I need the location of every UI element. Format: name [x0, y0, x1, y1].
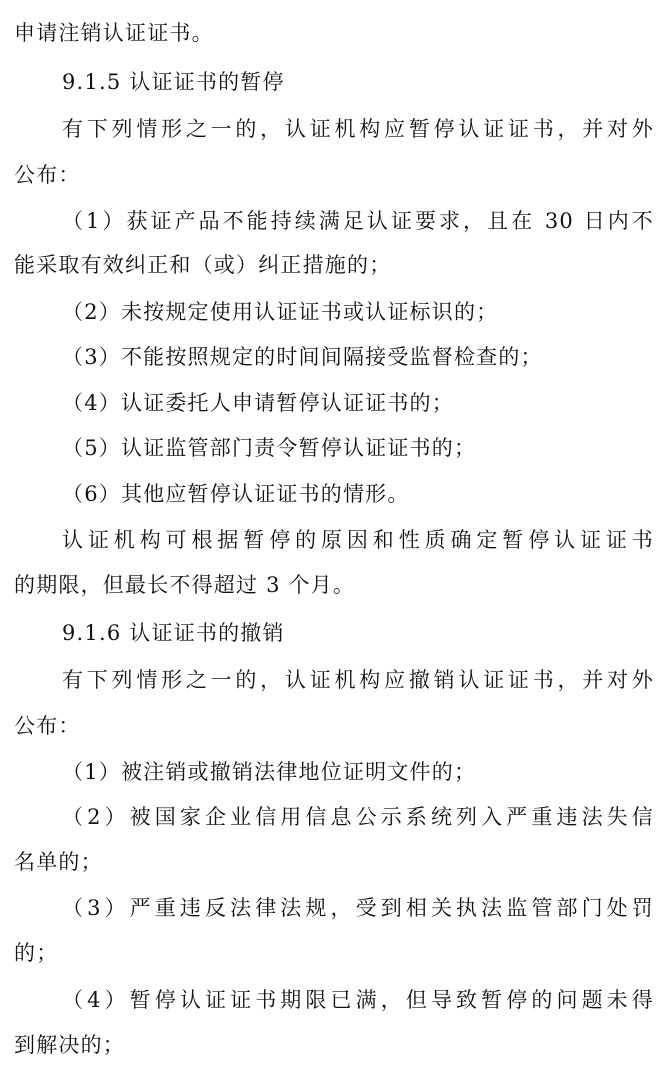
list-item: （4）认证委托人申请暂停认证证书的； [62, 391, 454, 415]
list-item: （3）不能按照规定的时间间隔接受监督检查的； [62, 345, 543, 369]
text-line: 到解决的； [14, 1033, 125, 1057]
list-item: （4）暂停认证证书期限已满，但导致暂停的问题未得 [62, 988, 654, 1012]
list-item: （2）未按规定使用认证证书或认证标识的； [62, 300, 499, 324]
list-item: （2）被国家企业信用信息公示系统列入严重违法失信 [62, 805, 654, 829]
text-line: 有下列情形之一的，认证机构应暂停认证证书，并对外 [62, 117, 654, 141]
text-line: 的； [14, 941, 59, 965]
text-line: 能采取有效纠正和（或）纠正措施的； [14, 253, 392, 277]
text-line: 名单的； [14, 850, 103, 874]
text-line: 有下列情形之一的，认证机构应撤销认证证书，并对外 [62, 668, 654, 692]
list-item: （5）认证监管部门责令暂停认证证书的； [62, 436, 477, 460]
section-heading-9-1-6: 9.1.6 认证证书的撤销 [62, 621, 285, 645]
list-item: （1）获证产品不能持续满足认证要求，且在 30 日内不 [62, 209, 654, 233]
text-line: 申请注销认证证书。 [14, 21, 214, 45]
text-line: 认证机构可根据暂停的原因和性质确定暂停认证证书 [62, 528, 654, 552]
list-item: （3）严重违反法律法规，受到相关执法监管部门处罚 [62, 896, 654, 920]
section-heading-9-1-5: 9.1.5 认证证书的暂停 [62, 70, 285, 94]
text-line: 公布： [14, 163, 81, 187]
list-item: （6）其他应暂停认证证书的情形。 [62, 482, 410, 506]
text-line: 的期限，但最长不得超过 3 个月。 [14, 573, 356, 597]
text-line: 公布： [14, 714, 81, 738]
list-item: （1）被注销或撤销法律地位证明文件的； [62, 760, 477, 784]
